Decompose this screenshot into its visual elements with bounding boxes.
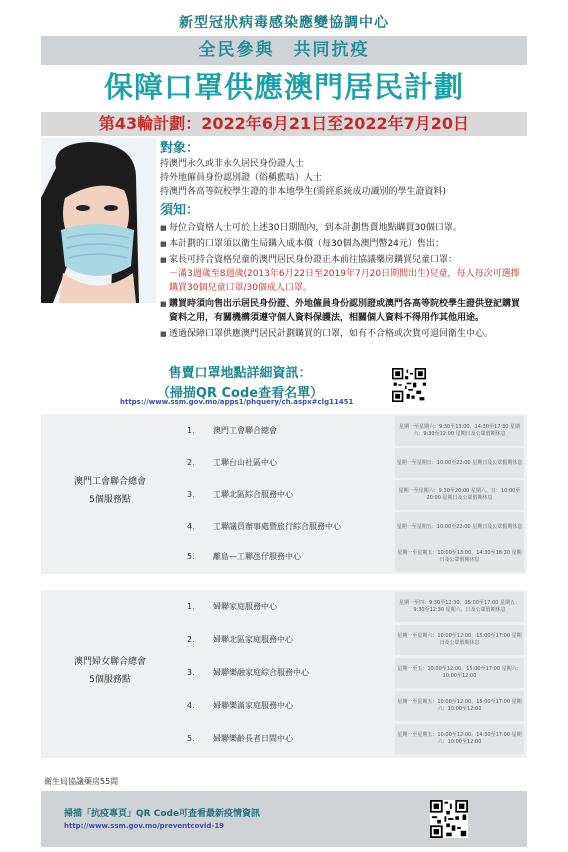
point-number: 1. bbox=[187, 602, 195, 611]
eligibility-item: 持澳門永久或非永久居民身份證人士 bbox=[160, 159, 305, 169]
point-name: 工聯台山社區中心 bbox=[213, 458, 277, 467]
point-hours: 星期一至星期五：10:00至12:00、14:30至17:00 星期六：10:00至12:00 bbox=[395, 724, 524, 754]
service-point-row bbox=[181, 512, 524, 542]
point-hours: 星期一至星期日：10:00至22:00 星期日及公眾假期休息 bbox=[395, 448, 524, 478]
service-point-row bbox=[181, 625, 524, 655]
page-title: 保障口罩供應澳門居民計劃 bbox=[103, 70, 464, 104]
point-number: 3. bbox=[187, 490, 195, 499]
group-block-2 bbox=[41, 590, 527, 758]
note-item: ■ 本計劃的口罩須以衛生局購入成本價（每30個為澳門幣24元）售出； bbox=[160, 237, 528, 251]
service-point-row bbox=[181, 658, 524, 688]
service-point-row bbox=[181, 416, 524, 446]
point-number: 5. bbox=[187, 734, 195, 743]
point-hours: 星期一至五：10:00至12:00、15:00至17:00 星期六：10:00至12:00 bbox=[395, 658, 524, 688]
bottom-text: 掃描「抗疫專頁」QR Code可查看最新疫情資訊 bbox=[64, 809, 261, 819]
point-hours: 星期一至星期六：9:30至20:00 星期六、日：10:00至20:00 星期日及公眾假期休息 bbox=[395, 480, 524, 510]
eligibility-item: 持澳門各高等院校學生證的非本地學生(需經系統成功識別的學生證資料) bbox=[160, 187, 447, 197]
point-number: 2. bbox=[187, 458, 195, 467]
point-number: 4. bbox=[187, 522, 195, 531]
group-count: 5個服務點 bbox=[89, 675, 131, 685]
notes-heading: 須知： bbox=[160, 203, 200, 218]
masked-person-photo bbox=[41, 138, 156, 303]
group-count: 5個服務點 bbox=[89, 495, 131, 505]
point-hours: 星期一至星期六：9:30至13:00、14:30至17:30 星期六：9:30至12:00 星期日及公眾假期休息 bbox=[395, 416, 524, 446]
group-block-1 bbox=[41, 414, 527, 574]
service-point-row bbox=[181, 480, 524, 510]
point-hours: 星期一至星期五：10:00至12:00、15:00至17:00 星期六：10:00至12:00 bbox=[395, 691, 524, 721]
sales-heading: 售賣口罩地點詳細資訊： bbox=[168, 366, 312, 381]
point-number: 3. bbox=[187, 668, 195, 677]
point-hours: 星期一至星期五：10:00至13:00、14:30至18:30 星期日及公眾假期休息 bbox=[395, 542, 524, 572]
point-number: 1. bbox=[187, 426, 195, 435]
service-point-row bbox=[181, 724, 524, 754]
note-item: ■ 每位合資格人士可於上述30日期間內，到本計劃售賣地點購買30個口罩。 bbox=[160, 221, 528, 235]
eligibility-item: 持外地僱員身份認別證（俗稱藍咭）人士 bbox=[160, 173, 323, 183]
point-hours: 星期一至星期五：10:00至22:00 星期日及公眾假期休息 bbox=[395, 512, 524, 542]
sales-qr-code-icon[interactable] bbox=[392, 368, 426, 402]
point-name: 工聯北區綜合服務中心 bbox=[213, 490, 293, 499]
service-point-row bbox=[181, 542, 524, 572]
point-name: 離島—工聯氹仔服務中心 bbox=[213, 552, 301, 561]
point-name: 婦聯北區家庭服務中心 bbox=[213, 635, 293, 644]
service-point-row bbox=[181, 691, 524, 721]
service-point-row bbox=[181, 448, 524, 478]
sales-subheading: （掃描QR Code查看名單） bbox=[156, 386, 324, 401]
service-point-row bbox=[181, 592, 524, 622]
point-name: 婦聯樂滿家庭服務中心 bbox=[213, 701, 293, 710]
group-name: 澳門婦女聯合總會 bbox=[73, 657, 146, 667]
point-number: 2. bbox=[187, 635, 195, 644]
point-hours: 星期一至星期六：10:00至12:00、15:00至17:00 星期日及公眾假期休息 bbox=[395, 625, 524, 655]
group-name: 澳門工會聯合總會 bbox=[73, 477, 146, 487]
point-name: 婦聯家庭服務中心 bbox=[213, 602, 277, 611]
pharmacy-count: 衛生局協議藥房55間 bbox=[44, 777, 119, 786]
note-item: ■ 購買時須向售出示居民身份證、外地僱員身份認別證或澳門各高等院校學生證供登記購買資料之用，有關機構須遵守個人資料保護法，相關個人資料不得用作其他用途。 bbox=[160, 297, 528, 325]
point-number: 4. bbox=[187, 701, 195, 710]
eligibility-heading: 對象： bbox=[160, 141, 200, 156]
slogan: 全民參與 共同抗疫 bbox=[41, 36, 527, 65]
point-hours: 星期一至四：9:30至12:30、15:00至17:00 星期五：9:30至12:30 星期六、日及公眾假期休息 bbox=[395, 592, 524, 622]
note-item: ■ 透過保障口罩供應澳門居民計劃購買的口罩，如有不合格或次貨可退回衛生中心。 bbox=[160, 327, 528, 341]
organization-name: 新型冠狀病毒感染應變協調中心 bbox=[179, 15, 389, 31]
point-number: 5. bbox=[187, 552, 195, 561]
round-banner: 第43輪計劃：2022年6月21日至2022年7月20日 bbox=[41, 112, 527, 136]
note-item: ■ 家長可持合資格兒童的澳門居民身份證正本前往協議藥房購買兒童口罩： bbox=[160, 253, 528, 267]
bottom-url[interactable]: http://www.ssm.gov.mo/preventcovid-19 bbox=[64, 822, 225, 830]
point-name: 工聯議員辦事處暨旅行綜合服務中心 bbox=[213, 522, 341, 531]
sales-url[interactable]: https://www.ssm.gov.mo/apps1/phquery/ch.aspx#clg11451 bbox=[120, 398, 354, 406]
covid-qr-code-icon[interactable] bbox=[430, 800, 468, 838]
info-section bbox=[160, 140, 528, 341]
point-name: 婦聯樂融家庭綜合服務中心 bbox=[213, 668, 309, 677]
point-name: 澳門工會聯合總會 bbox=[213, 426, 277, 435]
point-name: 婦聯樂齡長者日間中心 bbox=[213, 734, 293, 743]
child-note: －滿3週歲至8週歲(2013年6月22日至2019年7月20日期間出生)兒童，每人每次可選擇購買30個兒童口罩/30個成人口罩。 bbox=[169, 269, 520, 293]
